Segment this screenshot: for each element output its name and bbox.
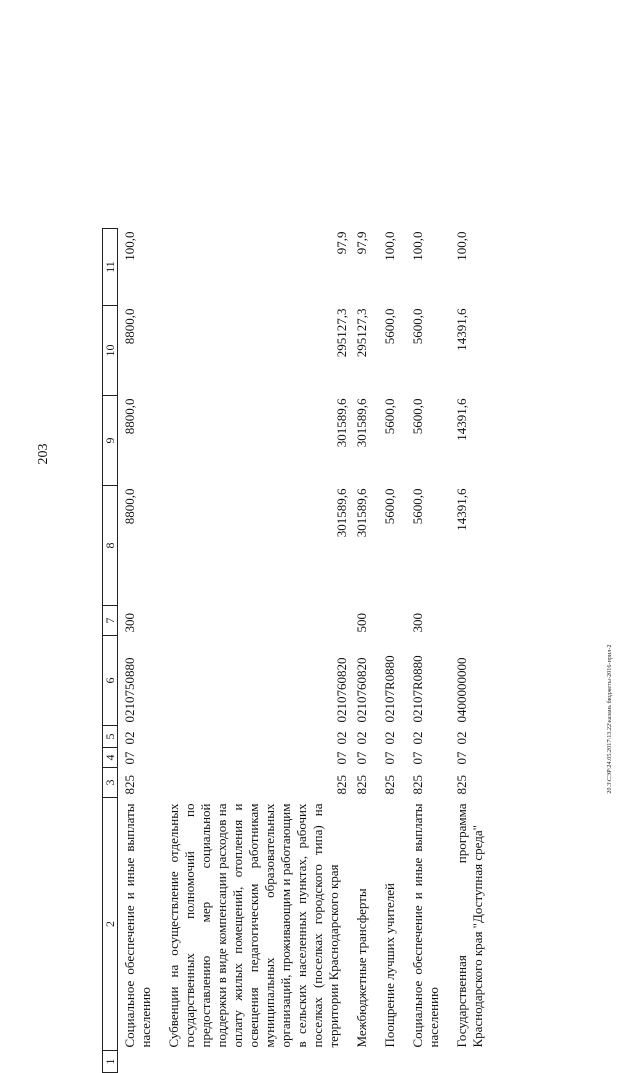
cell-target-article: 02107R0880 <box>382 655 397 723</box>
table-row <box>118 229 163 1073</box>
cell-ministry: 825 <box>122 775 137 795</box>
cell-section: 07 <box>122 751 137 765</box>
cell-subsection: 02 <box>382 731 397 745</box>
cell-executed: 5600,0 <box>382 308 397 345</box>
cell-ministry: 825 <box>410 775 425 795</box>
header-cell: 1 <box>103 1051 118 1073</box>
table-row <box>450 229 494 1073</box>
cell-target-article: 02107R0880 <box>410 655 425 723</box>
cell-approved: 5600,0 <box>382 488 397 525</box>
cell-subsection: 02 <box>122 731 137 745</box>
table-row <box>378 229 406 1073</box>
cell-approved: 8800,0 <box>122 488 137 525</box>
cell-target-article: 0210760820 <box>354 657 369 723</box>
cell-number <box>406 1051 450 1073</box>
cell-percent: 100,0 <box>410 231 425 261</box>
header-cell: 4 <box>103 748 118 768</box>
cell-approved: 301589,6 <box>354 488 369 538</box>
cell-description: Поощрение лучших учителей <box>382 882 397 1048</box>
header-cell: 5 <box>103 726 118 748</box>
header-cell: 6 <box>103 636 118 726</box>
cell-section: 07 <box>354 751 369 765</box>
cell-percent: 100,0 <box>382 231 397 261</box>
cell-expense-type <box>162 606 350 636</box>
cell-approved: 301589,6 <box>334 488 349 538</box>
cell-expense-type: 300 <box>122 613 137 633</box>
table-row <box>350 229 378 1073</box>
cell-planned: 8800,0 <box>122 398 137 435</box>
cell-executed: 295127,3 <box>334 308 349 358</box>
cell-executed: 14391,6 <box>454 308 469 351</box>
cell-planned: 301589,6 <box>334 398 349 448</box>
cell-subsection: 02 <box>334 731 349 745</box>
cell-planned: 301589,6 <box>354 398 369 448</box>
cell-section: 07 <box>410 751 425 765</box>
cell-section: 07 <box>334 751 349 765</box>
cell-number <box>162 1051 350 1073</box>
cell-description: Межбюджетные трансферты <box>354 888 369 1048</box>
cell-expense-type: 500 <box>354 613 369 633</box>
cell-subsection: 02 <box>454 731 469 745</box>
cell-target-article: 0210760820 <box>334 657 349 723</box>
header-cell: 8 <box>103 486 118 606</box>
header-cell: 7 <box>103 606 118 636</box>
cell-approved: 14391,6 <box>454 488 469 531</box>
header-cell: 9 <box>103 396 118 486</box>
cell-target-article: 0400000000 <box>454 657 469 723</box>
cell-executed: 295127,3 <box>354 308 369 358</box>
cell-expense-type <box>450 606 494 636</box>
footer-document-code: 20.3\СЭР\24.05.2017\13.22\казань бюджеты-2016-прил-2 <box>607 644 613 794</box>
page-number: 203 <box>36 443 51 465</box>
table-row <box>406 229 450 1073</box>
cell-number <box>350 1051 378 1073</box>
cell-executed: 8800,0 <box>122 308 137 345</box>
table-header-row <box>103 229 118 1073</box>
cell-percent: 97,9 <box>354 231 369 255</box>
cell-number <box>378 1051 406 1073</box>
cell-ministry: 825 <box>354 775 369 795</box>
cell-description: Государственная программа Краснодарского края "Доступная среда" <box>454 803 485 1048</box>
cell-approved: 5600,0 <box>410 488 425 525</box>
cell-description: Субвенции на осуществление отдельных государственных полномочий по предоставлению мер социальной поддержки в виде компенсации расходов на оплату жилых помещений, отопления и освещения педагогическим работникам муниципальных образовательных организаций, проживающим и работающим в сельских населенных пунктах, рабочих поселках (поселках городского типа) на территории Краснодарского края <box>166 803 341 1048</box>
cell-number <box>118 1051 163 1073</box>
cell-planned: 14391,6 <box>454 398 469 441</box>
table-row <box>162 229 350 1073</box>
budget-table-container <box>102 229 592 1073</box>
cell-subsection: 02 <box>410 731 425 745</box>
cell-planned: 5600,0 <box>382 398 397 435</box>
cell-ministry: 825 <box>334 775 349 795</box>
header-cell: 3 <box>103 768 118 798</box>
cell-description: Социальное обеспечение и иные выплаты населению <box>122 803 153 1048</box>
cell-ministry: 825 <box>454 775 469 795</box>
cell-executed: 5600,0 <box>410 308 425 345</box>
cell-planned: 5600,0 <box>410 398 425 435</box>
header-cell: 10 <box>103 306 118 396</box>
budget-table <box>102 228 494 1073</box>
cell-section: 07 <box>382 751 397 765</box>
cell-number <box>450 1051 494 1073</box>
header-cell: 11 <box>103 229 118 306</box>
cell-percent: 97,9 <box>334 231 349 255</box>
cell-expense-type <box>378 606 406 636</box>
cell-percent: 100,0 <box>122 231 137 261</box>
cell-description: Социальное обеспечение и иные выплаты населению <box>410 803 441 1048</box>
header-cell: 2 <box>103 798 118 1051</box>
cell-ministry: 825 <box>382 775 397 795</box>
cell-percent: 100,0 <box>454 231 469 261</box>
cell-subsection: 02 <box>354 731 369 745</box>
cell-section: 07 <box>454 751 469 765</box>
cell-expense-type: 300 <box>410 613 425 633</box>
cell-target-article: 0210750880 <box>122 657 137 723</box>
